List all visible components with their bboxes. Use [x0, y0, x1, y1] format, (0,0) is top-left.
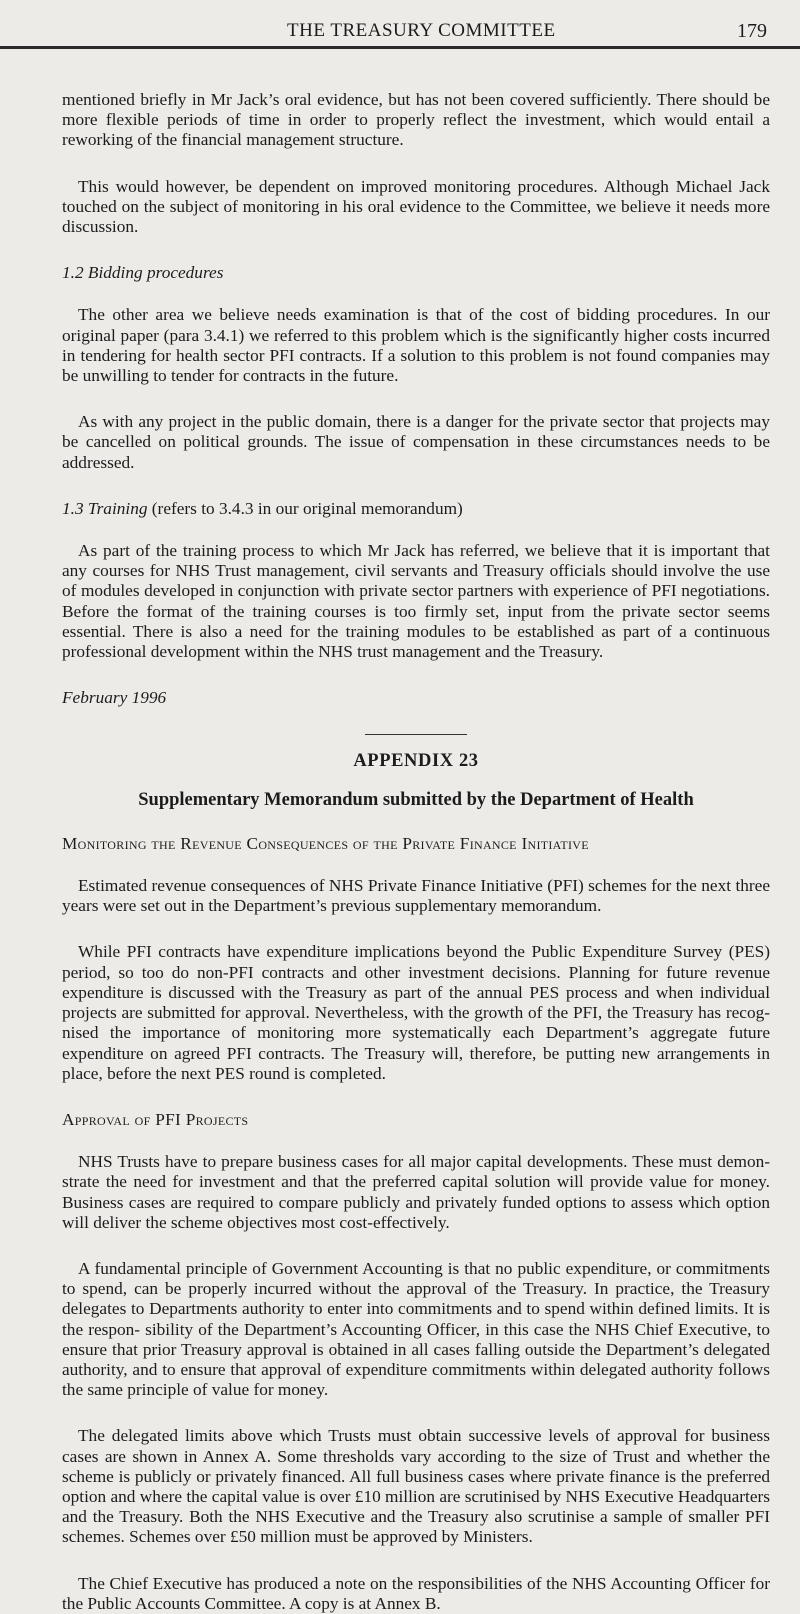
paragraph: The delegated limits above which Trusts must obtain successive levels of approval for business cases are shown in Annex A. Some thresholds vary according to the size of Trust and whether the scheme is publicly or privately financed. All full business cases where private finance is the preferred option and where the capital value is over £10 million are scrutinised by NHS Executive Headquarters and the Treasury. Both the NHS Executive and the Treasury also scrutinise a sample of smaller PFI schemes. Schemes over £50 million must be approved by Ministers.: [62, 1426, 770, 1547]
paragraph: As part of the training process to which Mr Jack has referred, we believe that it is important that any courses for NHS Trust management, civil servants and Treasury officials should involve the use of modules developed in conjunction with private sector partners with experience of PFI negotiations. Before the format of the training courses is too firmly set, input from the private sector seems essential. There is also a need for the training modules to be established as part of a continuous professional development within the NHS trust management and the Treasury.: [62, 541, 770, 662]
body-text: [62, 90, 770, 1614]
paragraph: As with any project in the public domain, there is a danger for the private sector that projects may be cancelled on political grounds. The issue of compensation in these circumstances needs to be addressed.: [62, 412, 770, 472]
paragraph: Estimated revenue consequences of NHS Private Finance Initiative (PFI) schemes for the next three years were set out in the Department’s previous supplementary memorandum.: [62, 876, 770, 916]
appendix-subtitle: Supplementary Memorandum submitted by the Department of Health: [138, 789, 694, 810]
paragraph: A fundamental principle of Government Accounting is that no public expenditure, or commitments to spend, can be properly incurred without the approval of the Treasury. In practice, the Treasury delegates to Departments authority to enter into commitments and to spend within defined limits. It is the respon- sibility of the Department’s Accounting Officer, in this case the NHS Chief Executive, to ensure that prior Treasury approval is obtained in all cases falling outside the Department’s delegated authority, and to ensure that approval of expenditure commitments within delegated authority follows the same principle of value for money.: [62, 1258, 770, 1400]
section-heading-approval: Approval of PFI Projects: [62, 1109, 249, 1129]
training-heading-label: 1.3 Training: [62, 498, 148, 518]
running-header: [0, 20, 800, 46]
header-rule: [0, 46, 800, 49]
paragraph: The Chief Executive has produced a note on the responsibilities of the NHS Accounting Officer for the Public Accounts Committee. A copy is at Annex B.: [62, 1573, 770, 1613]
paragraph: The other area we believe needs examination is that of the cost of bidding procedures. In our original paper (para 3.4.1) we referred to this problem which is the significantly higher costs incurred in tendering for health sector PFI contracts. If a solution to this problem is not found companies may be unwilling to tender for contracts in the future.: [62, 305, 770, 386]
page-number: 179: [737, 20, 767, 42]
paragraph: mentioned briefly in Mr Jack’s oral evidence, but has not been covered sufficiently. There should be more flexible periods of time in order to properly reflect the investment, which would entail a reworking of the financial management structure.: [62, 90, 770, 150]
section-heading-bidding: 1.2 Bidding procedures: [62, 263, 224, 283]
appendix-title: APPENDIX 23: [353, 751, 479, 772]
section-heading-training: [62, 499, 770, 519]
paragraph: NHS Trusts have to prepare business cases for all major capital developments. These must demon- strate the need for investment and that the preferred capital solution will provide value for money. Business cases are required to compare publicly and privately funded options to assess which option will deliver the scheme objectives most cost-effectively.: [62, 1152, 770, 1232]
date-line: February 1996: [62, 688, 167, 708]
paragraph: This would however, be dependent on improved monitoring procedures. Although Michael Jack touched on the subject of monitoring in his oral evidence to the Committee, we believe it needs more discussion.: [62, 176, 770, 237]
paragraph: While PFI contracts have expenditure implications beyond the Public Expenditure Survey (PES) period, so too do non-PFI contracts and other investment decisions. Planning for future revenue expenditure is discussed with the Treasury as part of the annual PES process and when individual projects are submitted for approval. Nevertheless, with the growth of the PFI, the Treasury has recog- nised the importance of monitoring more systematically each Department’s aggregate future expenditure on agreed PFI contracts. The Treasury will, therefore, be putting new arrangements in place, before the next PES round is completed.: [62, 942, 770, 1083]
header-title: THE TREASURY COMMITTEE: [287, 20, 556, 41]
training-heading-note: (refers to 3.4.3 in our original memorandum): [147, 498, 463, 518]
section-heading-monitoring: Monitoring the Revenue Consequences of the Private Finance Initiative: [62, 833, 589, 853]
